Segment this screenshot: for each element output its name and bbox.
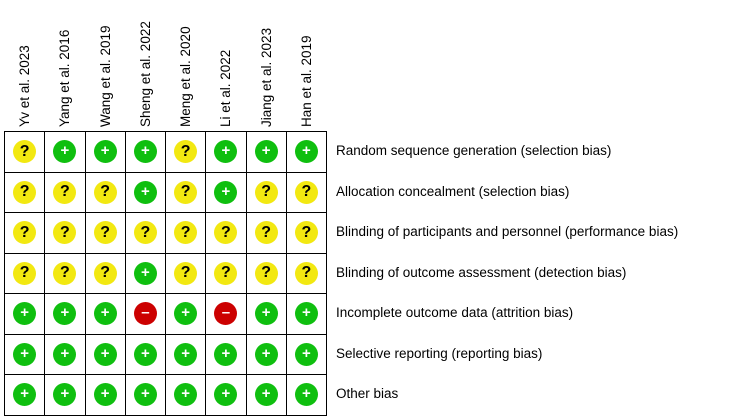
- judgement-cell: [126, 335, 166, 376]
- judgement-cell: [45, 173, 85, 214]
- judgement-row: [5, 254, 327, 295]
- judgement-high-icon: –: [134, 302, 157, 325]
- judgement-row: [5, 375, 327, 416]
- judgement-low-icon: +: [295, 383, 318, 406]
- judgement-unclear-icon: ?: [295, 221, 318, 244]
- judgement-cell: [166, 213, 206, 254]
- column-header-label: Sheng et al. 2022: [137, 21, 153, 127]
- judgement-cell: [86, 173, 126, 214]
- judgement-unclear-icon: ?: [13, 262, 36, 285]
- column-header: [205, 0, 245, 131]
- judgement-cell: [5, 132, 45, 173]
- judgement-low-icon: +: [295, 140, 318, 163]
- judgement-cell: [247, 213, 287, 254]
- judgement-unclear-icon: ?: [94, 262, 117, 285]
- judgement-unclear-icon: ?: [53, 262, 76, 285]
- judgement-low-icon: +: [13, 302, 36, 325]
- judgement-low-icon: +: [13, 343, 36, 366]
- bias-domain-label: Blinding of outcome assessment (detection bias): [336, 264, 627, 280]
- judgement-cell: [206, 294, 246, 335]
- judgement-grid: [4, 131, 327, 416]
- judgement-row: [5, 294, 327, 335]
- judgement-cell: [287, 335, 327, 376]
- column-header: [286, 0, 326, 131]
- judgement-low-icon: +: [94, 383, 117, 406]
- judgement-unclear-icon: ?: [174, 140, 197, 163]
- judgement-cell: [206, 213, 246, 254]
- judgement-cell: [247, 173, 287, 214]
- judgement-unclear-icon: ?: [174, 262, 197, 285]
- column-header: [246, 0, 286, 131]
- judgement-low-icon: +: [53, 140, 76, 163]
- judgement-unclear-icon: ?: [53, 221, 76, 244]
- judgement-cell: [287, 294, 327, 335]
- judgement-unclear-icon: ?: [214, 262, 237, 285]
- judgement-cell: [126, 375, 166, 416]
- judgement-low-icon: +: [134, 181, 157, 204]
- bias-domain-label: Incomplete outcome data (attrition bias): [336, 305, 574, 321]
- judgement-cell: [287, 375, 327, 416]
- judgement-low-icon: +: [174, 343, 197, 366]
- judgement-row: [5, 173, 327, 214]
- judgement-cell: [206, 254, 246, 295]
- judgement-row: [5, 335, 327, 376]
- judgement-unclear-icon: ?: [13, 140, 36, 163]
- judgement-unclear-icon: ?: [214, 221, 237, 244]
- judgement-unclear-icon: ?: [174, 181, 197, 204]
- judgement-cell: [126, 294, 166, 335]
- judgement-cell: [166, 254, 206, 295]
- judgement-cell: [86, 213, 126, 254]
- judgement-cell: [166, 375, 206, 416]
- column-header: [44, 0, 84, 131]
- column-header: [85, 0, 125, 131]
- column-header-label: Yang et al. 2016: [57, 29, 73, 127]
- judgement-unclear-icon: ?: [13, 181, 36, 204]
- judgement-cell: [247, 335, 287, 376]
- bias-domain-labels: [336, 131, 734, 415]
- judgement-cell: [247, 294, 287, 335]
- judgement-cell: [126, 173, 166, 214]
- judgement-low-icon: +: [94, 343, 117, 366]
- column-header-label: Li et al. 2022: [218, 49, 234, 127]
- column-header-label: Han et al. 2019: [298, 35, 314, 127]
- judgement-low-icon: +: [134, 262, 157, 285]
- judgement-unclear-icon: ?: [255, 221, 278, 244]
- judgement-unclear-icon: ?: [295, 262, 318, 285]
- judgement-high-icon: –: [214, 302, 237, 325]
- bias-domain-label: Other bias: [336, 386, 399, 402]
- column-header-label: Yv et al. 2023: [17, 45, 32, 127]
- judgement-unclear-icon: ?: [94, 221, 117, 244]
- judgement-unclear-icon: ?: [134, 221, 157, 244]
- column-header-label: Meng et al. 2020: [178, 26, 193, 127]
- judgement-low-icon: +: [255, 383, 278, 406]
- judgement-cell: [45, 132, 85, 173]
- judgement-cell: [45, 335, 85, 376]
- judgement-unclear-icon: ?: [94, 181, 117, 204]
- judgement-low-icon: +: [255, 343, 278, 366]
- judgement-low-icon: +: [255, 140, 278, 163]
- judgement-cell: [287, 132, 327, 173]
- judgement-cell: [247, 375, 287, 416]
- judgement-low-icon: +: [134, 383, 157, 406]
- judgement-unclear-icon: ?: [255, 262, 278, 285]
- judgement-cell: [126, 254, 166, 295]
- judgement-cell: [166, 173, 206, 214]
- judgement-cell: [86, 132, 126, 173]
- judgement-cell: [287, 173, 327, 214]
- judgement-cell: [166, 294, 206, 335]
- judgement-unclear-icon: ?: [295, 181, 318, 204]
- judgement-cell: [45, 375, 85, 416]
- judgement-cell: [206, 173, 246, 214]
- judgement-cell: [45, 254, 85, 295]
- judgement-low-icon: +: [134, 140, 157, 163]
- judgement-cell: [5, 294, 45, 335]
- column-header-label: Wang et al. 2019: [97, 25, 113, 127]
- judgement-unclear-icon: ?: [13, 221, 36, 244]
- judgement-cell: [86, 335, 126, 376]
- judgement-low-icon: +: [295, 302, 318, 325]
- judgement-cell: [166, 132, 206, 173]
- judgement-low-icon: +: [255, 302, 278, 325]
- judgement-low-icon: +: [174, 383, 197, 406]
- judgement-cell: [45, 213, 85, 254]
- judgement-cell: [5, 173, 45, 214]
- judgement-unclear-icon: ?: [174, 221, 197, 244]
- judgement-cell: [126, 213, 166, 254]
- column-header: [125, 0, 165, 131]
- judgement-cell: [86, 294, 126, 335]
- judgement-low-icon: +: [214, 140, 237, 163]
- judgement-cell: [86, 254, 126, 295]
- judgement-cell: [5, 213, 45, 254]
- judgement-low-icon: +: [53, 343, 76, 366]
- judgement-low-icon: +: [214, 181, 237, 204]
- judgement-cell: [45, 294, 85, 335]
- judgement-cell: [206, 335, 246, 376]
- study-column-headers: [4, 0, 326, 131]
- judgement-unclear-icon: ?: [255, 181, 278, 204]
- judgement-cell: [5, 375, 45, 416]
- judgement-low-icon: +: [134, 343, 157, 366]
- judgement-cell: [247, 254, 287, 295]
- judgement-cell: [86, 375, 126, 416]
- judgement-cell: [5, 254, 45, 295]
- judgement-row: [5, 132, 327, 173]
- column-header: [4, 0, 44, 131]
- judgement-low-icon: +: [13, 383, 36, 406]
- judgement-cell: [206, 132, 246, 173]
- judgement-cell: [126, 132, 166, 173]
- judgement-cell: [166, 335, 206, 376]
- judgement-cell: [287, 213, 327, 254]
- bias-domain-label: Random sequence generation (selection bias): [336, 143, 612, 159]
- judgement-low-icon: +: [94, 140, 117, 163]
- bias-domain-label: Selective reporting (reporting bias): [336, 345, 543, 361]
- judgement-low-icon: +: [214, 343, 237, 366]
- judgement-low-icon: +: [295, 343, 318, 366]
- judgement-unclear-icon: ?: [53, 181, 76, 204]
- judgement-cell: [5, 335, 45, 376]
- judgement-low-icon: +: [214, 383, 237, 406]
- judgement-low-icon: +: [53, 383, 76, 406]
- judgement-cell: [247, 132, 287, 173]
- judgement-cell: [206, 375, 246, 416]
- bias-domain-label: Allocation concealment (selection bias): [336, 183, 570, 199]
- judgement-low-icon: +: [53, 302, 76, 325]
- judgement-low-icon: +: [94, 302, 117, 325]
- column-header-label: Jiang et al. 2023: [258, 27, 274, 127]
- column-header: [165, 0, 205, 131]
- judgement-row: [5, 213, 327, 254]
- bias-domain-label: Blinding of participants and personnel (performance bias): [336, 224, 679, 240]
- judgement-cell: [287, 254, 327, 295]
- judgement-low-icon: +: [174, 302, 197, 325]
